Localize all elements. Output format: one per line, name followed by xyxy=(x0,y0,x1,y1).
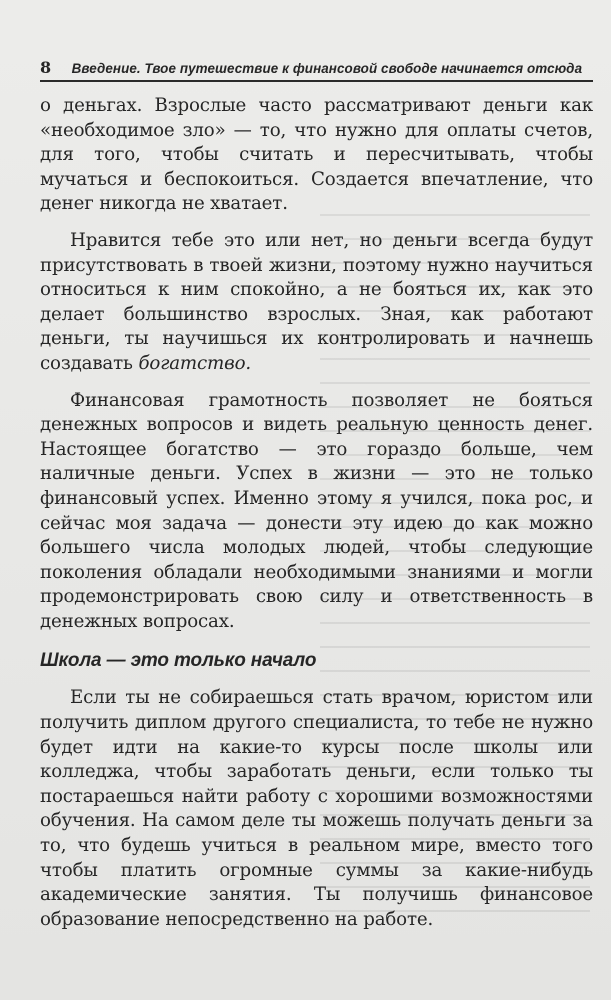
paragraph-2-emphasis: богатство. xyxy=(138,352,252,374)
paragraph-3: Финансовая грамотность позволяет не бояться денежных вопросов и видеть реальную ценность денег. Настоящее богатство — это гораздо больше, чем наличные деньги. Успех в жизни — это не только финансовый успех. Именно этому я учился, пока рос, и сейчас моя задача — донести эту идею до как можно большего числа молодых людей, чтобы следующие поколения обладали необходимыми знаниями и могли продемонстрировать свою силу и ответственность в денежных вопросах. xyxy=(40,389,593,632)
section-heading: Школа — это только начало xyxy=(40,650,317,672)
body-text xyxy=(40,94,593,932)
running-title: Введение. Твое путешествие к финансовой свободе начинается отсюда xyxy=(71,61,583,76)
paragraph-2 xyxy=(40,229,593,377)
paragraph-2-text: Нравится тебе это или нет, но деньги всегда будут присутствовать в твоей жизни, поэтому нужно научиться относиться к ним спокойно, а не бояться их, как это делает большинство взрослых. Зная, как работают деньги, ты научишься их контролировать и начнешь создавать xyxy=(40,229,593,374)
header-rule xyxy=(40,80,593,82)
page-number: 8 xyxy=(40,58,52,77)
running-header xyxy=(40,60,590,77)
paragraph-4: Если ты не собираешься стать врачом, юристом или получить диплом другого специалиста, то тебе не нужно будет идти на какие-то курсы после школы или колледжа, чтобы заработать деньги, если только ты постараешься найти работу с хорошими возможностями обучения. На самом деле ты можешь получать деньги за то, что будешь учиться в реальном мире, вместо того чтобы платить огромные суммы за какие-нибудь академические занятия. Ты получишь финансовое образование непосредственно на работе. xyxy=(40,687,593,930)
paragraph-1: о деньгах. Взрослые часто рассматривают деньги как «необходимое зло» — то, что нужно для оплаты счетов, для того, чтобы считать и пересчитывать, чтобы мучаться и беспокоиться. Создается впечатление, что денег никогда не хватает. xyxy=(40,95,593,215)
